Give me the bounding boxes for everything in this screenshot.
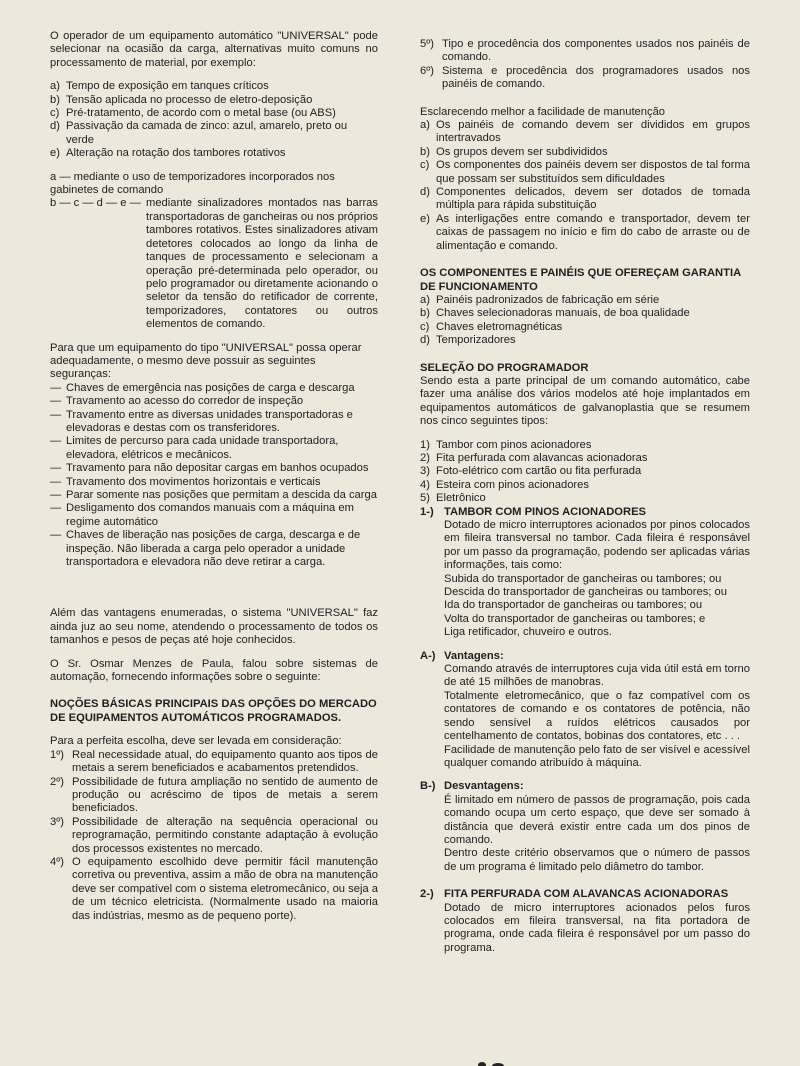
intro-paragraph: O operador de um equipamento automático "UNIVERSAL" pode selecionar na ocasião da carga, alternativas muito comuns no processamento de material, por exemplo:	[50, 30, 378, 69]
components-heading: OS COMPONENTES E PAINÉIS QUE OFEREÇAM GARANTIA DE FUNCIONAMENTO	[420, 267, 741, 293]
list-item: 4º) O equipamento escolhido deve permitir fácil manutenção corretiva ou preventiva, assim a mão de obra na manutenção deve ser compatível com o sistema eletromecânico, ou seja a de um técnico eletricista. (Normalmente usado na maioria das indústrias, mesmo as de pequeno porte).	[50, 855, 378, 922]
section-key: A-)	[420, 649, 436, 662]
list-item: — Chaves de emergência nas posições de carga e descarga	[50, 381, 355, 394]
left-column	[50, 30, 378, 923]
list-item: c) Os componentes dos painéis devem ser dispostos de tal forma que possam ser substituídos sem dificuldades	[420, 159, 750, 185]
section-paragraph: Dentro deste critério observamos que o número de passos de um programa é limitado pelo diâmetro do tambor.	[444, 847, 750, 873]
mode-b-key: b — c — d — e —	[50, 197, 141, 210]
section-advantages	[420, 650, 750, 771]
list-item: 2) Fita perfurada com alavancas acionadoras	[420, 451, 648, 464]
list-item: — Limites de percurso para cada unidade transportadora, elevadora, elétricos e mecânicos.	[50, 435, 339, 461]
list-item: 1) Tambor com pinos acionadores	[420, 438, 592, 451]
page-edge-mark	[470, 1058, 520, 1066]
list-item: 1º) Real necessidade atual, do equipamento quanto aos tipos de metais a serem beneficiados e acabamentos pretendidos.	[50, 748, 378, 775]
mode-b-text: mediante sinalizadores montados nas barras transportadoras de gancheiras ou nos próprios tambores rotativos. Estes sinalizadores ativam detetores colocados ao longo da linha de tanques de processamento e selecionam a operação pré-determinada pelo operador, ou pelo programador ou diretamente acionando o seletor da tensão do retificador de corrente, temporizadores, contatores ou outros elementos de comando.	[146, 197, 378, 331]
list-item: e) As interligações entre comando e transportador, devem ter caixas de passagem no início e fim do cabo de arraste ou de alimentação e comando.	[420, 212, 750, 252]
section-paragraph: Comando através de interruptores cuja vida útil está em torno de até 15 milhões de manobras.	[444, 663, 750, 689]
list-item: a) Tempo de exposição em tanques críticos	[50, 80, 269, 93]
list-item: d) Passivação da camada de zinco: azul, amarelo, preto ou verde	[50, 120, 348, 146]
action-line: Volta do transportador de gancheiras ou tambores; e	[444, 612, 706, 625]
list-item: — Chaves de liberação nas posições de carga, descarga e de inspeção. Não liberada a carga pelo operador a unidade transportadora e elevadora não deve retirar a carga.	[50, 529, 361, 569]
list-item: — Travamento ao acesso do corredor de inspeção	[50, 395, 304, 408]
section-paragraph: Facilidade de manutenção pelo fato de ser visível e acessível qualquer comando atribuído à máquina.	[444, 743, 750, 769]
action-line: Subida do transportador de gancheiras ou tambores; ou	[444, 572, 722, 585]
list-item: c) Pré-tratamento, de acordo com o metal base (ou ABS)	[50, 107, 336, 120]
list-item: 2º) Possibilidade de futura ampliação no sentido de aumento de produção ou acréscimo de tipos de metais a serem beneficiados.	[50, 775, 378, 815]
list-item: a) Painéis padronizados de fabricação em série	[420, 293, 660, 306]
list-item: — Desligamento dos comandos manuais com a máquina em regime automático	[50, 502, 354, 528]
programmer-intro: Sendo esta a parte principal de um comando automático, cabe fazer uma análise dos vários modelos até hoje implantados em equipamentos automáticos de galvanoplastia que se resumem nos cinco seguintes tipos:	[420, 374, 750, 428]
list-item: e) Alteração na rotação dos tambores rotativos	[50, 147, 286, 160]
list-item: 5º) Tipo e procedência dos componentes usados nos painéis de comando.	[420, 38, 750, 64]
list-item: 3º) Possibilidade de alteração na sequência operacional ou reprogramação, permitindo constante adaptação à evolução dos processos existentes no mercado.	[50, 815, 378, 855]
section-title: TAMBOR COM PINOS ACIONADORES	[444, 505, 646, 518]
choice-intro: Para a perfeita escolha, deve ser levada em consideração:	[50, 735, 342, 748]
list-item: b) Os grupos devem ser subdivididos	[420, 145, 608, 158]
choices-list-continued	[420, 38, 750, 92]
safety-intro: Para que um equipamento do tipo "UNIVERSAL" possa operar adequadamente, o mesmo deve possuir as seguintes seguranças:	[50, 341, 362, 381]
section-paragraph: Totalmente eletromecânico, que o faz compatível com os contatores de comando e os contatores de potência, não sendo sensível a ruídos elétricos causados por centelhamento de contatos, bobinas dos contatores, etc . . .	[444, 689, 750, 743]
mode-a-paragraph: a — mediante o uso de temporizadores incorporados nos gabinetes de comando	[50, 170, 335, 197]
list-item: a) Os painéis de comando devem ser divididos em grupos intertravados	[420, 119, 750, 145]
list-item: — Parar somente nas posições que permitam a descida da carga	[50, 489, 377, 501]
list-item: d) Componentes delicados, devem ser dotados de tomada múltipla para rápida substituição	[420, 186, 750, 212]
list-item: 3) Foto-elétrico com cartão ou fita perfurada	[420, 465, 642, 478]
section-body: Dotado de micro interruptores acionados por pinos colocados em fileira transversal no tambor. Cada fileira é responsável por um passo da programação, podendo ser aplicadas várias informações, tais como:	[444, 519, 750, 572]
list-item: 4) Esteira com pinos acionadores	[420, 478, 589, 491]
section-body: Dotado de micro interruptores acionados pelos furos colocados em fileira transversal, na fita portadora de programa, onde cada fileira é responsável por um passo do programa.	[444, 901, 750, 954]
programmer-types-list	[420, 439, 750, 506]
section-drum	[420, 506, 750, 640]
mode-b-block	[50, 197, 378, 331]
section-paragraph: É limitado em número de passos de programação, pois cada comando ocupa um certo espaço, que deve ser somado à distância que deverá existir entre cada um dos pinos de comando.	[444, 793, 750, 846]
osmar-paragraph: O Sr. Osmar Menzes de Paula, falou sobre sistemas de automação, fornecendo informações sobre o seguinte:	[50, 657, 378, 684]
choices-list	[50, 749, 378, 923]
section-disadvantages	[420, 780, 750, 874]
section-title: Vantagens:	[444, 649, 504, 662]
alternatives-list	[50, 80, 378, 160]
list-item: b) Tensão aplicada no processo de eletro-deposição	[50, 93, 313, 106]
section-key: 1-)	[420, 505, 434, 518]
list-item: b) Chaves selecionadoras manuais, de boa qualidade	[420, 307, 690, 320]
section-key: B-)	[420, 780, 436, 793]
safety-list	[50, 382, 378, 570]
action-line: Liga retificador, chuveiro e outros.	[444, 626, 612, 639]
list-item: d) Temporizadores	[420, 334, 516, 347]
list-item: c) Chaves eletromagnéticas	[420, 320, 563, 333]
advantages-paragraph: Além das vantagens enumeradas, o sistema "UNIVERSAL" faz ainda juz ao seu nome, atendendo o processamento de todos os tamanhos e pesos de peças até hoje conhecidos.	[50, 607, 378, 647]
list-item: 5) Eletrônico	[420, 492, 486, 505]
section-title: FITA PERFURADA COM ALAVANCAS ACIONADORAS	[444, 888, 729, 901]
action-line: Ida do transportador de gancheiras ou tambores; ou	[444, 599, 703, 612]
section-punched-tape	[420, 888, 750, 955]
programmer-heading: SELEÇÃO DO PROGRAMADOR	[420, 361, 589, 374]
maintenance-list	[420, 119, 750, 253]
maintenance-intro: Esclarecendo melhor a facilidade de manutenção	[420, 105, 666, 118]
section-heading: NOÇÕES BÁSICAS PRINCIPAIS DAS OPÇÕES DO MERCADO DE EQUIPAMENTOS AUTOMÁTICOS PROGRAMADOS.	[50, 698, 377, 724]
section-key: 2-)	[420, 888, 434, 901]
section-title: Desvantagens:	[444, 780, 524, 793]
list-item: 6º) Sistema e procedência dos programadores usados nos painéis de comando.	[420, 64, 750, 91]
list-item: — Travamento para não depositar cargas em banhos ocupados	[50, 462, 369, 475]
action-line: Descida do transportador de gancheiras ou tambores; ou	[444, 586, 727, 599]
components-list	[420, 294, 750, 348]
right-column	[420, 38, 750, 955]
list-item: — Travamento dos movimentos horizontais e verticais	[50, 475, 321, 488]
list-item: — Travamento entre as diversas unidades transportadoras e elevadoras e destas com os transferidores.	[50, 408, 353, 434]
